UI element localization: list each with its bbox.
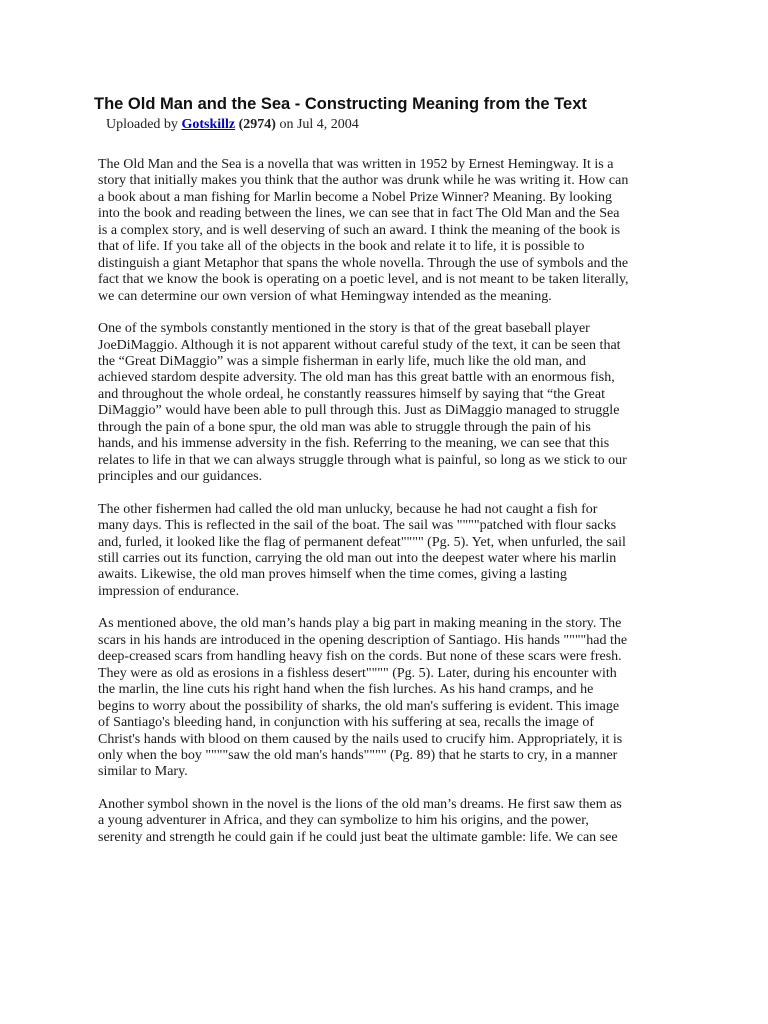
text-line: distinguish a giant Metaphor that spans the whole novella. Through the use of symbols and the: [98, 255, 629, 271]
text-line: many days. This is reflected in the sail of the boat. The sail was """"patched with flour sacks: [98, 518, 617, 534]
text-line: scars in his hands are introduced in the opening description of Santiago. His hands """"had the: [98, 632, 628, 648]
author-link[interactable]: Gotskillz: [181, 117, 236, 132]
text-line: that of life. If you take all of the objects in the book and relate it to life, it is possible to: [98, 239, 585, 255]
text-line: and throughout the whole ordeal, he constantly reassures himself by saying that “the Great: [98, 386, 605, 402]
text-line: through the pain of a bone spur, the old man was able to struggle through the pain of his: [98, 419, 591, 435]
text-line: relates to life in that we can always struggle through what is painful, so long as we stick to our: [98, 452, 627, 468]
text-line: fact that we know the book is operating on a poetic level, and is not meant to be taken literally,: [98, 272, 629, 288]
text-line: still carries out its function, carrying the old man out into the deepest water where his marlin: [98, 550, 617, 566]
text-line: the marlin, the line cuts his right hand when the fish lurches. As his hand cramps, and he: [98, 682, 594, 698]
text-line: into the book and reading between the lines, we can see that in fact The Old Man and the Sea: [98, 206, 620, 222]
text-line: awaits. Likewise, the old man proves himself when the time comes, giving a lasting: [98, 567, 567, 583]
text-line: similar to Mary.: [98, 764, 188, 780]
text-line: deep-creased scars from handling heavy fish on the cords. But none of these scars were fresh.: [98, 649, 622, 665]
author-count: (2974): [238, 117, 276, 132]
document-title: The Old Man and the Sea - Constructing Meaning from the Text: [94, 95, 587, 113]
text-line: is a complex story, and is well deserving of such an award. I think the meaning of the book is: [98, 222, 621, 238]
text-line: The other fishermen had called the old man unlucky, because he had not caught a fish for: [98, 501, 598, 517]
text-line: achieved stardom despite adversity. The old man has this great battle with an enormous fish,: [98, 370, 615, 386]
paragraph: [98, 157, 674, 305]
text-line: They were as old as erosions in a fishless desert"""" (Pg. 5). Later, during his encounter with: [98, 665, 617, 681]
text-line: of Santiago's bleeding hand, in conjunction with his suffering at sea, recalls the image of: [98, 715, 595, 731]
text-line: a young adventurer in Africa, and they can symbolize to him his origins, and the power,: [98, 813, 589, 829]
text-line: hands, and his immense adversity in the fish. Referring to the meaning, we can see that this: [98, 436, 610, 452]
byline: [106, 116, 706, 134]
text-line: impression of endurance.: [98, 583, 240, 599]
paragraph: [98, 502, 674, 601]
text-line: story that initially makes you think that the author was drunk while he was writing it. How can: [98, 173, 629, 189]
text-line: Another symbol shown in the novel is the lions of the old man’s dreams. He first saw them as: [98, 796, 622, 812]
text-line: the “Great DiMaggio” was a simple fisherman in early life, much like the old man, and: [98, 353, 586, 369]
paragraph: [98, 321, 674, 486]
paragraph: [98, 616, 674, 781]
document-body: [98, 157, 674, 862]
text-line: As mentioned above, the old man’s hands play a big part in making meaning in the story. The: [98, 616, 622, 632]
text-line: principles and our guidances.: [98, 469, 263, 485]
text-line: One of the symbols constantly mentioned in the story is that of the great baseball player: [98, 321, 590, 337]
text-line: a book about a man fishing for Marlin become a Nobel Prize Winner? Meaning. By looking: [98, 189, 612, 205]
paragraph: [98, 797, 674, 846]
text-line: and, furled, it looked like the flag of permanent defeat"""" (Pg. 5). Yet, when unfurled, the sail: [98, 534, 626, 550]
text-line: Christ's hands with blood on them caused by the nails used to crucify him. Appropriately, it is: [98, 731, 623, 747]
text-line: we can determine our own version of what Hemingway intended as the meaning.: [98, 288, 552, 304]
text-line: serenity and strength he could gain if he could just beat the ultimate gamble: life. We can see: [98, 829, 618, 845]
text-line: only when the boy """"saw the old man's hands"""" (Pg. 89) that he starts to cry, in a manner: [98, 747, 618, 763]
text-line: The Old Man and the Sea is a novella that was written in 1952 by Ernest Hemingway. It is a: [98, 157, 614, 172]
text-line: begins to worry about the possibility of sharks, the old man's suffering is evident. This image: [98, 698, 620, 714]
byline-date: on Jul 4, 2004: [279, 117, 359, 132]
byline-prefix: Uploaded by: [106, 117, 178, 132]
text-line: DiMaggio” would have been able to pull through this. Just as DiMaggio managed to struggle: [98, 403, 620, 419]
text-line: JoeDiMaggio. Although it is not apparent without careful study of the text, it can be seen that: [98, 337, 621, 353]
